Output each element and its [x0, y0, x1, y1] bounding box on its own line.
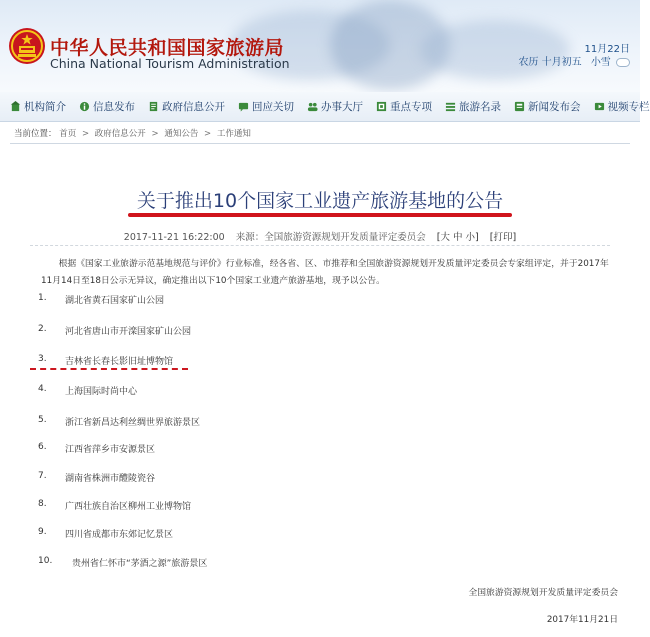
- people-icon: [307, 101, 318, 112]
- list-item-name: 湖南省株洲市醴陵瓷谷: [65, 474, 156, 484]
- list-item-number: 4.: [38, 384, 47, 394]
- nav-item-label: 回应关切: [252, 101, 294, 113]
- article-datetime: 2017-11-21 16:22:00: [123, 232, 225, 243]
- breadcrumb: [14, 127, 251, 139]
- signature: 全国旅游资源规划开发质量评定委员会: [468, 588, 618, 598]
- list-item-name: 广西壮族自治区柳州工业博物馆: [65, 502, 192, 512]
- list-item-number: 3.: [38, 354, 47, 364]
- list-item-number: 1.: [38, 293, 47, 303]
- nav-item-label: 信息发布: [93, 101, 135, 113]
- reply-icon: [238, 101, 249, 112]
- breadcrumb-link-open-gov[interactable]: 政府信息公开: [94, 129, 146, 139]
- list-item-number: 9.: [38, 527, 47, 537]
- site-header: [0, 0, 640, 92]
- current-date: 11月22日: [584, 44, 630, 55]
- list-item-name: 湖北省黄石国家矿山公园: [65, 296, 165, 306]
- nav-item-tourism-directory[interactable]: [445, 99, 501, 114]
- cloud-icon: [616, 58, 630, 67]
- meta-divider: [30, 245, 610, 246]
- video-icon: [594, 101, 605, 112]
- list-item-name: 四川省成都市东郊记忆景区: [65, 530, 174, 540]
- breadcrumb-link-home[interactable]: 首页: [59, 129, 77, 139]
- weather-text: 小雪: [590, 57, 611, 68]
- article-intro: 根据《国家工业旅游示范基地规范与评价》行业标准，经各省、区、市推荐和全国旅游资源规划开发质量评定委员会专家组评定，并于2017年11月14日至18日公示无异议，确定推出以下10个国家工业遗产旅游基地，现予以公告。: [41, 259, 609, 286]
- press-icon: [514, 101, 525, 112]
- breadcrumb-link-work-notices[interactable]: 工作通知: [216, 129, 251, 139]
- article-meta: [0, 229, 640, 243]
- nav-item-label: 政府信息公开: [162, 101, 225, 113]
- list-item-number: 2.: [38, 324, 47, 334]
- list-item-name: 浙江省新昌达利丝绸世界旅游景区: [65, 418, 201, 428]
- national-emblem-icon: [8, 27, 46, 65]
- nav-item-video[interactable]: [594, 99, 650, 114]
- nav-item-label: 新闻发布会: [528, 101, 581, 113]
- article-source: 来源：全国旅游资源规划开发质量评定委员会: [235, 232, 426, 243]
- title-highlight-underline: [128, 213, 512, 217]
- breadcrumb-separator: >: [151, 129, 159, 139]
- breadcrumb-prefix: 当前位置：: [14, 129, 57, 139]
- list-item-number: 10.: [38, 556, 53, 566]
- building-icon: [10, 101, 21, 112]
- list-item-name: 江西省萍乡市安源景区: [65, 445, 156, 455]
- signature-date: 2017年11月21日: [546, 615, 618, 625]
- list-item-number: 8.: [38, 499, 47, 509]
- list-item-name: 吉林省长春长影旧址博物馆: [65, 357, 174, 367]
- nav-item-label: 重点专项: [390, 101, 432, 113]
- list-item-number: 5.: [38, 415, 47, 425]
- list-item-name: 上海国际时尚中心: [65, 387, 138, 397]
- print-button[interactable]: [打印]: [489, 232, 517, 243]
- nav-item-label: 旅游名录: [459, 101, 501, 113]
- item-3-highlight-underline: [30, 368, 188, 370]
- nav-item-about[interactable]: [10, 99, 66, 114]
- breadcrumb-link-notices[interactable]: 通知公告: [164, 129, 199, 139]
- document-icon: [148, 101, 159, 112]
- site-title-en: China National Tourism Administration: [50, 56, 290, 71]
- lunar-date: 农历 十月初五: [518, 57, 582, 68]
- breadcrumb-separator: >: [81, 129, 90, 139]
- nav-item-info[interactable]: [79, 99, 135, 114]
- list-icon: [445, 101, 456, 112]
- breadcrumb-divider: [10, 143, 630, 144]
- nav-item-service-hall[interactable]: [307, 99, 363, 114]
- list-item-name: 贵州省仁怀市“茅酒之源”旅游景区: [72, 559, 208, 569]
- list-item-name: 河北省唐山市开滦国家矿山公园: [65, 327, 192, 337]
- list-item-number: 7.: [38, 471, 47, 481]
- nav-item-label: 机构简介: [24, 101, 66, 113]
- nav-item-key-projects[interactable]: [376, 99, 432, 114]
- nav-item-press-conference[interactable]: [514, 99, 581, 114]
- nav-item-response[interactable]: [238, 99, 294, 114]
- nav-item-open-gov[interactable]: [148, 99, 225, 114]
- star-icon: [376, 101, 387, 112]
- list-item-number: 6.: [38, 442, 47, 452]
- date-weather-widget: [512, 43, 630, 69]
- article-title: 关于推出10个国家工业遗产旅游基地的公告: [136, 190, 504, 212]
- breadcrumb-separator: >: [204, 129, 212, 139]
- nav-item-label: 办事大厅: [321, 101, 363, 113]
- info-icon: [79, 101, 90, 112]
- site-title-zh: 中华人民共和国国家旅游局: [50, 37, 285, 59]
- main-nav: [0, 92, 650, 122]
- font-size-toggle[interactable]: [大 中 小]: [436, 232, 479, 243]
- nav-item-label: 视频专栏: [607, 101, 650, 113]
